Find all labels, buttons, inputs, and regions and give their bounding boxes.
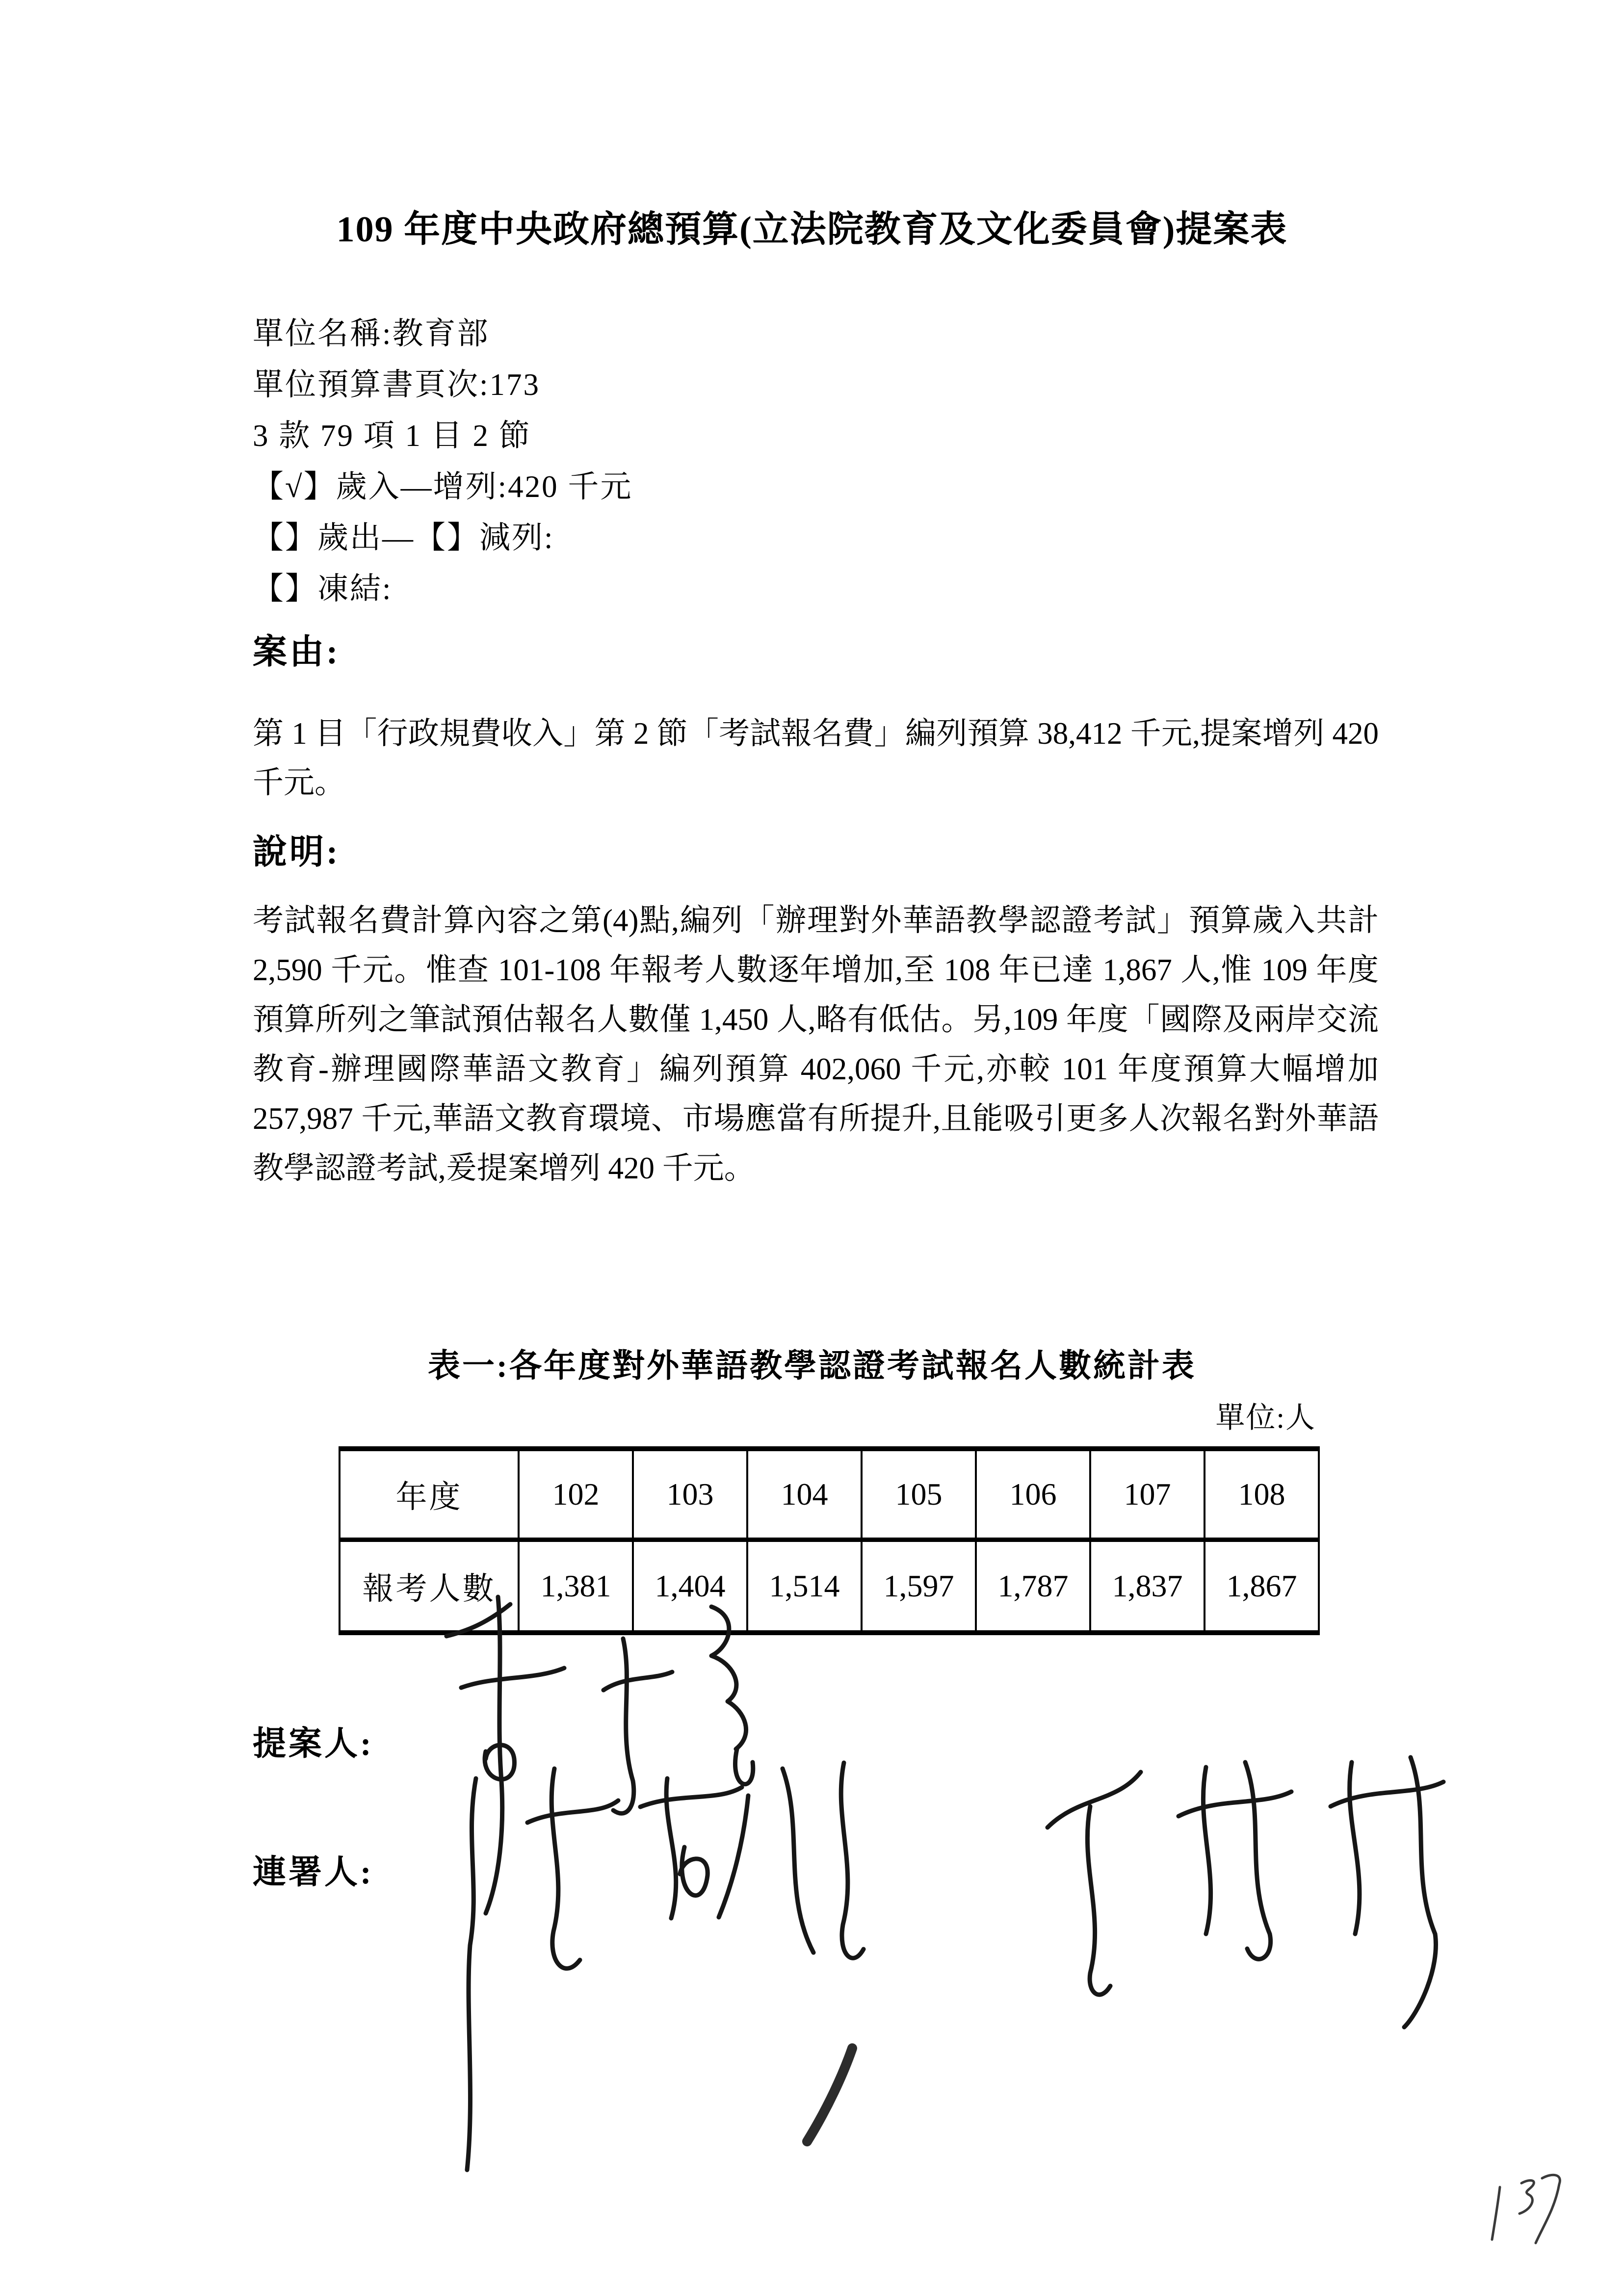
- header-info-block: [253, 308, 632, 614]
- year-cell-104: 104: [747, 1449, 862, 1539]
- year-header-cell: 年度: [340, 1449, 519, 1539]
- table-title: 表一:各年度對外華語教學認證考試報名人數統計表: [428, 1348, 1196, 1384]
- explanation-body-paragraph: 考試報名費計算內容之第(4)點,編列「辦理對外華語教學認證考試」預算歲入共計 2,590 千元。惟查 101-108 年報考人數逐年增加,至 108 年已達 1,867 人,惟 109 年度預算所列之筆試預估報名人數僅 1,450 人,略有低估。另,109 年度「國際及兩岸交流教育-辦理國際華語文教育」編列預算 402,060 千元,亦較 101 年度預算大幅增加 257,987 千元,華語文教育環境、市場應當有所提升,且能吸引更多人次報名對外華語教學認證考試,爰提案增列 420 千元。: [253, 903, 1379, 1185]
- applicants-row-label-cell: 報考人數: [340, 1539, 519, 1633]
- year-cell-108: 108: [1205, 1449, 1319, 1539]
- year-cell-106: 106: [976, 1449, 1090, 1539]
- applicants-cell-103: 1,404: [633, 1539, 747, 1633]
- proposer-label: 提案人:: [253, 1725, 374, 1762]
- revenue-increase-checkline: 【√】歲入—增列:420 千元: [253, 470, 633, 504]
- pen-stroke-mark: [792, 2043, 866, 2146]
- cosigner-label: 連署人:: [253, 1853, 374, 1891]
- cosigner-signature-2-image: [996, 1737, 1467, 2031]
- budget-book-page-line: 單位預算書頁次:173: [253, 367, 541, 402]
- year-cell-107: 107: [1090, 1449, 1205, 1539]
- year-cell-102: 102: [519, 1449, 633, 1539]
- case-heading: 案由:: [253, 633, 341, 671]
- applicants-cell-102: 1,381: [519, 1539, 633, 1633]
- applicants-cell-106: 1,787: [976, 1539, 1090, 1633]
- table-unit-note: 單位:人: [1215, 1402, 1316, 1434]
- year-cell-105: 105: [862, 1449, 976, 1539]
- freeze-checkline: 【】凍結:: [253, 572, 393, 606]
- table-header-row: [340, 1449, 1319, 1539]
- case-body-paragraph: 第 1 目「行政規費收入」第 2 節「考試報名費」編列預算 38,412 千元,提案增列 420 千元。: [253, 716, 1379, 800]
- year-cell-103: 103: [633, 1449, 747, 1539]
- unit-name-line: 單位名稱:教育部: [253, 316, 490, 351]
- budget-item-line: 3 款 79 項 1 目 2 節: [253, 418, 531, 453]
- applicants-cell-105: 1,597: [862, 1539, 976, 1633]
- explanation-heading: 說明:: [253, 834, 341, 871]
- document-title: 109 年度中央政府總預算(立法院教育及文化委員會)提案表: [336, 209, 1288, 250]
- applicants-cell-104: 1,514: [747, 1539, 862, 1633]
- applicants-cell-108: 1,867: [1205, 1539, 1319, 1633]
- handwritten-page-number: [1479, 2164, 1572, 2249]
- expense-decrease-checkline: 【】歲出—【】減列:: [253, 521, 554, 555]
- applicants-cell-107: 1,837: [1090, 1539, 1205, 1633]
